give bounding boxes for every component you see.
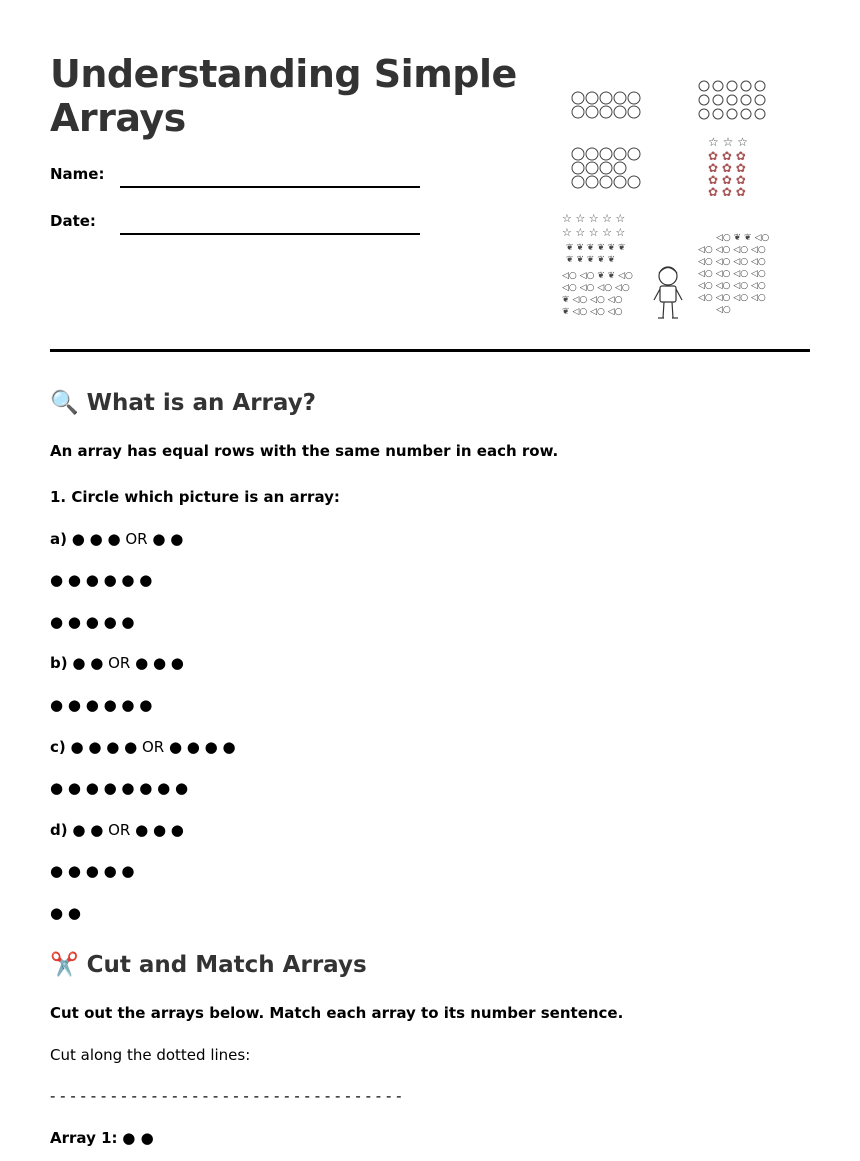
option-c[interactable]: c) ● ● ● ● OR ● ● ● ●: [50, 738, 236, 756]
option-a-row: ● ● ● ● ●: [50, 613, 135, 631]
star-array-icon: [708, 135, 748, 199]
svg-text:◁○ ❦ ❦ ◁○: ◁○ ❦ ❦ ◁○: [716, 233, 770, 243]
array-1: Array 1: ● ●: [50, 1129, 154, 1147]
worksheet-header: [50, 0, 810, 352]
svg-text:◁○ ◁○ ◁○ ◁○: ◁○ ◁○ ◁○ ◁○: [698, 281, 766, 291]
worksheet-page: [50, 0, 810, 1147]
dotted-cut-line: - - - - - - - - - - - - - - - - - - - - - - - - - - - - - - - - - - -: [50, 1087, 402, 1105]
svg-text:☆ ☆ ☆ ☆ ☆: ☆ ☆ ☆ ☆ ☆: [562, 212, 626, 225]
svg-text:❦ ❦ ❦ ❦ ❦ ❦: ❦ ❦ ❦ ❦ ❦ ❦: [566, 243, 626, 253]
option-d[interactable]: d) ● ● OR ● ● ●: [50, 821, 184, 839]
star-leaf-array-icon: [562, 212, 626, 265]
option-b-row: ● ● ● ● ● ●: [50, 696, 153, 714]
svg-text:☆ ☆ ☆ ☆ ☆: ☆ ☆ ☆ ☆ ☆: [562, 226, 626, 239]
page-title: Understanding Simple Arrays: [50, 52, 517, 140]
option-b[interactable]: b) ● ● OR ● ● ●: [50, 654, 184, 672]
question-1: 1. Circle which picture is an array:: [50, 488, 340, 506]
svg-text:◁○ ◁○ ◁○ ◁○: ◁○ ◁○ ◁○ ◁○: [562, 283, 630, 293]
date-field-line[interactable]: [120, 233, 420, 235]
name-label: Name:: [50, 165, 105, 183]
magnifier-icon: 🔍: [50, 390, 79, 416]
option-d-row: ● ●: [50, 904, 81, 922]
section-heading-what-is-array: 🔍 What is an Array?: [50, 390, 317, 416]
svg-text:◁○ ◁○ ◁○ ◁○: ◁○ ◁○ ◁○ ◁○: [698, 269, 766, 279]
header-divider: [50, 349, 810, 352]
ring-array-icon: [699, 81, 765, 119]
option-c-row: ● ● ● ● ● ● ● ●: [50, 779, 189, 797]
option-d-row: ● ● ● ● ●: [50, 862, 135, 880]
svg-text:◁○: ◁○: [716, 305, 731, 315]
section-heading-cut-match: ✂️ Cut and Match Arrays: [50, 952, 367, 978]
svg-text:◁○ ◁○ ◁○ ◁○: ◁○ ◁○ ◁○ ◁○: [698, 293, 766, 303]
arrays-illustration: [558, 74, 788, 324]
cut-match-instruction: Cut out the arrays below. Match each array to its number sentence.: [50, 1004, 624, 1022]
svg-text:◁○ ◁○ ◁○ ◁○: ◁○ ◁○ ◁○ ◁○: [698, 257, 766, 267]
scissors-icon: ✂️: [50, 952, 79, 978]
option-a-row: ● ● ● ● ● ●: [50, 571, 153, 589]
apple-array-icon: [572, 92, 640, 118]
svg-text:☆ ☆ ☆: ☆ ☆ ☆: [708, 135, 748, 149]
svg-text:◁○ ◁○ ◁○ ◁○: ◁○ ◁○ ◁○ ◁○: [698, 245, 766, 255]
name-field-line[interactable]: [120, 186, 420, 188]
svg-text:◁○ ◁○ ❦ ❦ ◁○: ◁○ ◁○ ❦ ❦ ◁○: [562, 271, 633, 281]
date-label: Date:: [50, 212, 96, 230]
svg-text:✿ ✿ ✿: ✿ ✿ ✿: [708, 173, 746, 187]
child-figure-icon: [654, 267, 682, 318]
svg-text:❦ ❦ ❦ ❦ ❦: ❦ ❦ ❦ ❦ ❦: [566, 255, 616, 265]
svg-text:✿ ✿ ✿: ✿ ✿ ✿: [708, 149, 746, 163]
svg-text:❦ ◁○ ◁○ ◁○: ❦ ◁○ ◁○ ◁○: [562, 295, 623, 305]
svg-text:✿ ✿ ✿: ✿ ✿ ✿: [708, 161, 746, 175]
option-a[interactable]: a) ● ● ● OR ● ●: [50, 530, 184, 548]
apple-array-icon: [572, 148, 640, 188]
array-definition: An array has equal rows with the same number in each row.: [50, 442, 559, 460]
cut-along-label: Cut along the dotted lines:: [50, 1046, 251, 1064]
fish-array-icon: [698, 233, 769, 315]
svg-text:✿ ✿ ✿: ✿ ✿ ✿: [708, 185, 746, 199]
svg-text:❦ ◁○ ◁○ ◁○: ❦ ◁○ ◁○ ◁○: [562, 307, 623, 317]
fish-array-icon: [562, 271, 633, 317]
